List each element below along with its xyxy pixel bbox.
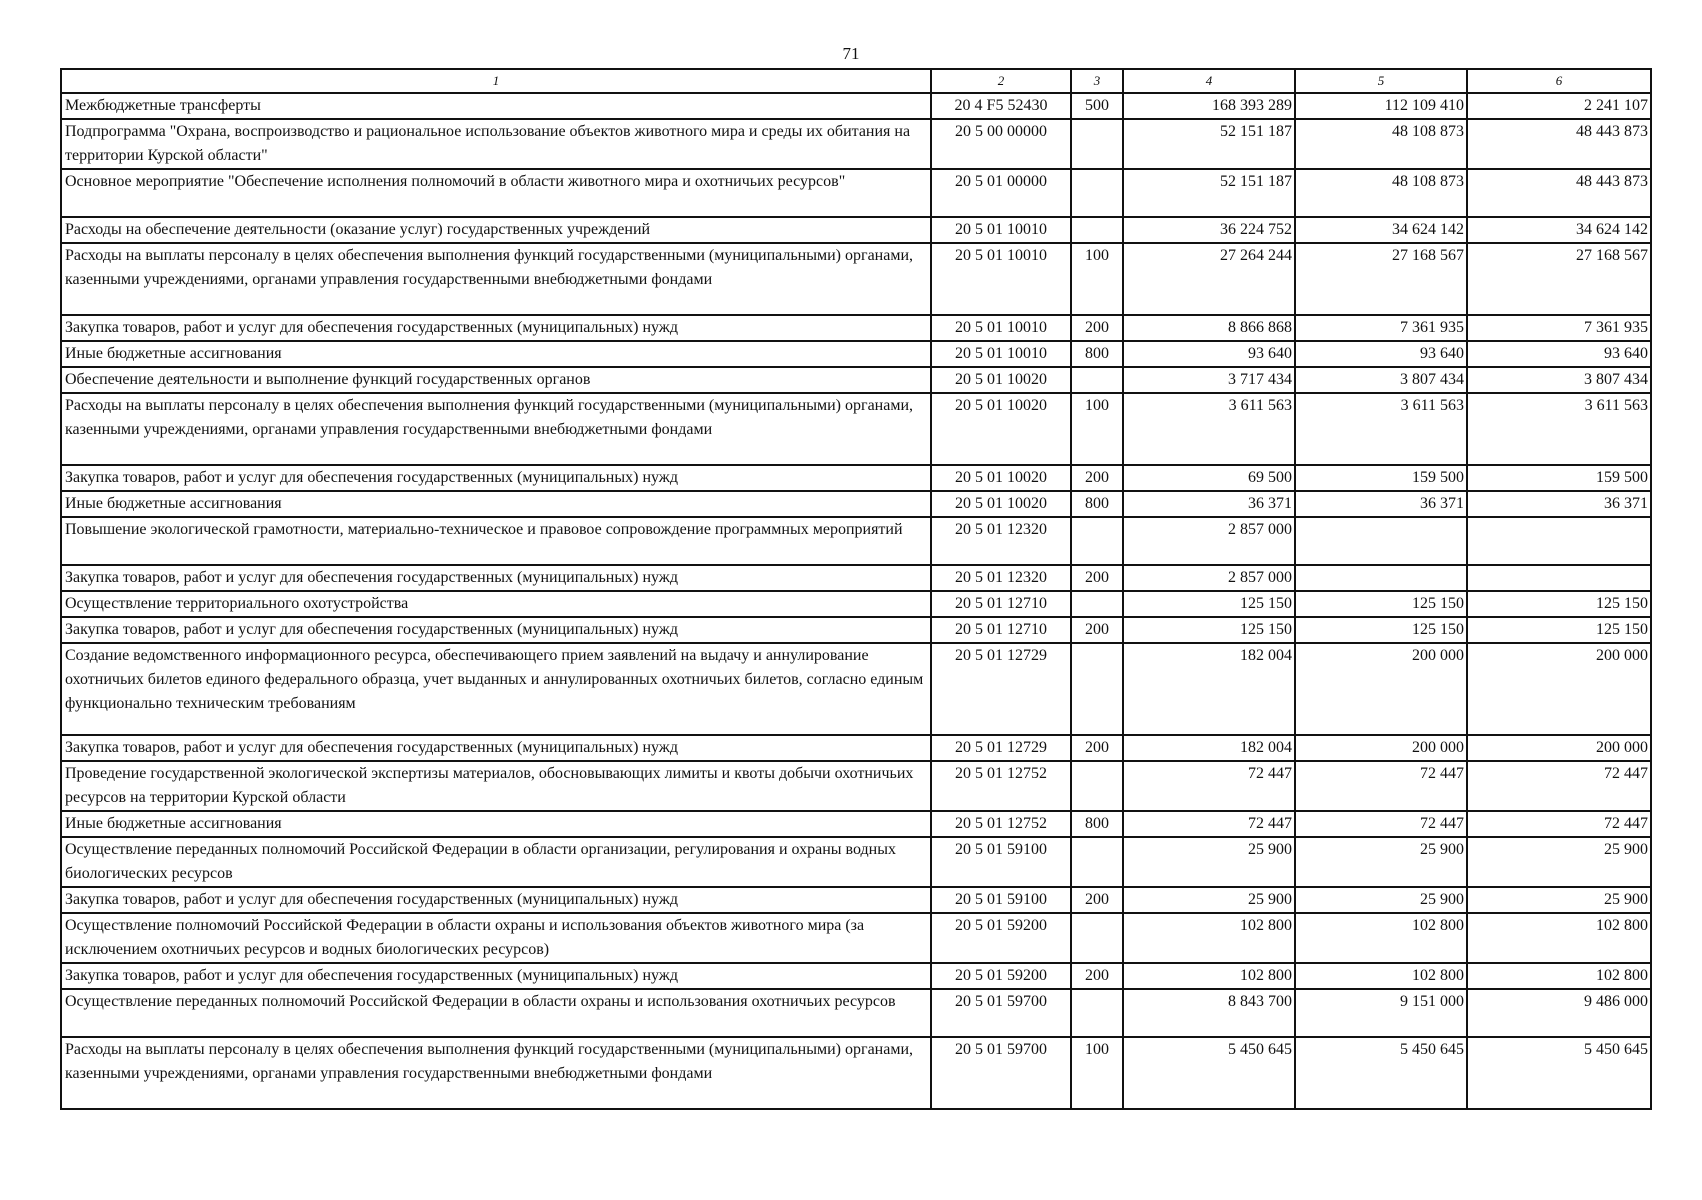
row-expense-type — [1071, 591, 1123, 617]
row-code: 20 5 01 00000 — [931, 169, 1071, 217]
row-name: Создание ведомственного информационного ресурса, обеспечивающего прием заявлений на выдачу и аннулирование охотничьих билетов единого федерального образца, учет выданных и аннулированных охотничьих билетов, согласно единым функционально техническим требованиям — [61, 643, 931, 735]
row-name: Основное мероприятие "Обеспечение исполнения полномочий в области животного мира и охотничьих ресурсов" — [61, 169, 931, 217]
row-amount-2: 5 450 645 — [1295, 1037, 1467, 1109]
row-name: Закупка товаров, работ и услуг для обеспечения государственных (муниципальных) нужд — [61, 617, 931, 643]
table-row — [61, 591, 1651, 617]
row-amount-2: 125 150 — [1295, 617, 1467, 643]
row-code: 20 5 01 10020 — [931, 465, 1071, 491]
row-code: 20 5 01 12752 — [931, 811, 1071, 837]
table-row — [61, 887, 1651, 913]
row-expense-type: 200 — [1071, 315, 1123, 341]
row-name: Иные бюджетные ассигнования — [61, 341, 931, 367]
row-name: Расходы на выплаты персоналу в целях обеспечения выполнения функций государственными (муниципальными) органами, казенными учреждениями, органами управления государственными внебюджетными фондами — [61, 1037, 931, 1109]
row-amount-3: 48 443 873 — [1467, 119, 1651, 169]
col-header-amount-3: 6 — [1467, 69, 1651, 93]
row-amount-1: 102 800 — [1123, 913, 1295, 963]
row-code: 20 5 00 00000 — [931, 119, 1071, 169]
row-amount-1: 2 857 000 — [1123, 517, 1295, 565]
row-amount-2: 27 168 567 — [1295, 243, 1467, 315]
table-row — [61, 119, 1651, 169]
row-amount-1: 125 150 — [1123, 591, 1295, 617]
row-expense-type — [1071, 517, 1123, 565]
row-amount-2: 36 371 — [1295, 491, 1467, 517]
row-expense-type: 100 — [1071, 243, 1123, 315]
row-amount-2: 34 624 142 — [1295, 217, 1467, 243]
table-row — [61, 393, 1651, 465]
row-amount-1: 27 264 244 — [1123, 243, 1295, 315]
row-name: Расходы на выплаты персоналу в целях обеспечения выполнения функций государственными (муниципальными) органами, казенными учреждениями, органами управления государственными внебюджетными фондами — [61, 393, 931, 465]
table-row — [61, 761, 1651, 811]
budget-table — [60, 68, 1652, 1110]
table-row — [61, 565, 1651, 591]
row-expense-type: 200 — [1071, 617, 1123, 643]
row-amount-2: 72 447 — [1295, 761, 1467, 811]
row-amount-3: 125 150 — [1467, 591, 1651, 617]
row-amount-3: 72 447 — [1467, 811, 1651, 837]
table-row — [61, 963, 1651, 989]
row-amount-1: 52 151 187 — [1123, 119, 1295, 169]
row-amount-2: 159 500 — [1295, 465, 1467, 491]
row-amount-1: 2 857 000 — [1123, 565, 1295, 591]
row-code: 20 5 01 10010 — [931, 341, 1071, 367]
table-row — [61, 169, 1651, 217]
row-amount-2: 72 447 — [1295, 811, 1467, 837]
row-code: 20 5 01 10010 — [931, 217, 1071, 243]
row-amount-3: 5 450 645 — [1467, 1037, 1651, 1109]
row-name: Закупка товаров, работ и услуг для обеспечения государственных (муниципальных) нужд — [61, 963, 931, 989]
row-amount-2: 9 151 000 — [1295, 989, 1467, 1037]
row-expense-type: 200 — [1071, 565, 1123, 591]
col-header-amount-1: 4 — [1123, 69, 1295, 93]
row-amount-1: 8 866 868 — [1123, 315, 1295, 341]
row-expense-type: 800 — [1071, 811, 1123, 837]
table-row — [61, 243, 1651, 315]
row-amount-1: 36 224 752 — [1123, 217, 1295, 243]
row-name: Осуществление переданных полномочий Российской Федерации в области организации, регулирования и охраны водных биологических ресурсов — [61, 837, 931, 887]
row-amount-3: 72 447 — [1467, 761, 1651, 811]
row-amount-1: 125 150 — [1123, 617, 1295, 643]
row-amount-2: 25 900 — [1295, 887, 1467, 913]
table-row — [61, 93, 1651, 119]
row-code: 20 5 01 10020 — [931, 367, 1071, 393]
row-code: 20 5 01 10010 — [931, 315, 1071, 341]
row-name: Повышение экологической грамотности, материально-техническое и правовое сопровождение программных мероприятий — [61, 517, 931, 565]
row-amount-1: 69 500 — [1123, 465, 1295, 491]
row-expense-type — [1071, 837, 1123, 887]
row-name: Закупка товаров, работ и услуг для обеспечения государственных (муниципальных) нужд — [61, 887, 931, 913]
row-expense-type: 200 — [1071, 963, 1123, 989]
row-code: 20 5 01 10020 — [931, 393, 1071, 465]
row-code: 20 5 01 12752 — [931, 761, 1071, 811]
table-row — [61, 367, 1651, 393]
row-amount-3: 102 800 — [1467, 913, 1651, 963]
row-name: Расходы на обеспечение деятельности (оказание услуг) государственных учреждений — [61, 217, 931, 243]
row-name: Закупка товаров, работ и услуг для обеспечения государственных (муниципальных) нужд — [61, 465, 931, 491]
row-amount-3 — [1467, 517, 1651, 565]
row-code: 20 5 01 59200 — [931, 913, 1071, 963]
row-amount-3: 3 807 434 — [1467, 367, 1651, 393]
row-amount-3: 125 150 — [1467, 617, 1651, 643]
row-name: Закупка товаров, работ и услуг для обеспечения государственных (муниципальных) нужд — [61, 315, 931, 341]
row-expense-type: 200 — [1071, 735, 1123, 761]
row-name: Осуществление полномочий Российской Федерации в области охраны и использования объектов животного мира (за исключением охотничьих ресурсов и водных биологических ресурсов) — [61, 913, 931, 963]
row-code: 20 5 01 12729 — [931, 735, 1071, 761]
row-name: Закупка товаров, работ и услуг для обеспечения государственных (муниципальных) нужд — [61, 565, 931, 591]
row-amount-2: 200 000 — [1295, 735, 1467, 761]
row-expense-type: 200 — [1071, 887, 1123, 913]
row-expense-type: 200 — [1071, 465, 1123, 491]
row-amount-2: 48 108 873 — [1295, 169, 1467, 217]
row-code: 20 5 01 12710 — [931, 617, 1071, 643]
row-amount-1: 72 447 — [1123, 761, 1295, 811]
row-amount-3: 36 371 — [1467, 491, 1651, 517]
table-row — [61, 315, 1651, 341]
row-expense-type: 800 — [1071, 341, 1123, 367]
row-amount-1: 52 151 187 — [1123, 169, 1295, 217]
row-amount-1: 5 450 645 — [1123, 1037, 1295, 1109]
row-name: Проведение государственной экологической экспертизы материалов, обосновывающих лимиты и квоты добычи охотничьих ресурсов на территории Курской области — [61, 761, 931, 811]
row-name: Межбюджетные трансферты — [61, 93, 931, 119]
row-amount-2: 93 640 — [1295, 341, 1467, 367]
col-header-amount-2: 5 — [1295, 69, 1467, 93]
row-amount-2 — [1295, 565, 1467, 591]
row-amount-2 — [1295, 517, 1467, 565]
table-row — [61, 989, 1651, 1037]
row-amount-3: 48 443 873 — [1467, 169, 1651, 217]
row-amount-2: 25 900 — [1295, 837, 1467, 887]
table-row — [61, 217, 1651, 243]
row-amount-1: 36 371 — [1123, 491, 1295, 517]
row-code: 20 5 01 10020 — [931, 491, 1071, 517]
row-expense-type: 100 — [1071, 1037, 1123, 1109]
col-header-code: 2 — [931, 69, 1071, 93]
table-row — [61, 811, 1651, 837]
row-amount-2: 3 611 563 — [1295, 393, 1467, 465]
row-amount-2: 102 800 — [1295, 963, 1467, 989]
row-expense-type: 800 — [1071, 491, 1123, 517]
row-expense-type: 500 — [1071, 93, 1123, 119]
table-row — [61, 913, 1651, 963]
row-code: 20 5 01 59100 — [931, 887, 1071, 913]
row-expense-type — [1071, 913, 1123, 963]
row-code: 20 5 01 59200 — [931, 963, 1071, 989]
row-name: Расходы на выплаты персоналу в целях обеспечения выполнения функций государственными (муниципальными) органами, казенными учреждениями, органами управления государственными внебюджетными фондами — [61, 243, 931, 315]
row-amount-3: 25 900 — [1467, 887, 1651, 913]
row-code: 20 5 01 12320 — [931, 565, 1071, 591]
header-row — [61, 69, 1651, 93]
row-name: Иные бюджетные ассигнования — [61, 811, 931, 837]
row-amount-3 — [1467, 565, 1651, 591]
row-expense-type — [1071, 761, 1123, 811]
col-header-type: 3 — [1071, 69, 1123, 93]
row-amount-2: 102 800 — [1295, 913, 1467, 963]
row-amount-2: 3 807 434 — [1295, 367, 1467, 393]
row-amount-1: 182 004 — [1123, 735, 1295, 761]
row-expense-type — [1071, 367, 1123, 393]
row-amount-1: 93 640 — [1123, 341, 1295, 367]
table-row — [61, 643, 1651, 735]
row-amount-3: 200 000 — [1467, 735, 1651, 761]
row-code: 20 4 F5 52430 — [931, 93, 1071, 119]
row-amount-3: 9 486 000 — [1467, 989, 1651, 1037]
row-amount-2: 200 000 — [1295, 643, 1467, 735]
row-amount-1: 72 447 — [1123, 811, 1295, 837]
row-name: Осуществление территориального охотустройства — [61, 591, 931, 617]
row-expense-type — [1071, 989, 1123, 1037]
row-amount-2: 112 109 410 — [1295, 93, 1467, 119]
table-row — [61, 1037, 1651, 1109]
row-amount-1: 182 004 — [1123, 643, 1295, 735]
col-header-name: 1 — [61, 69, 931, 93]
row-amount-3: 2 241 107 — [1467, 93, 1651, 119]
row-code: 20 5 01 12710 — [931, 591, 1071, 617]
row-name: Обеспечение деятельности и выполнение функций государственных органов — [61, 367, 931, 393]
row-expense-type — [1071, 119, 1123, 169]
row-amount-3: 200 000 — [1467, 643, 1651, 735]
row-amount-1: 25 900 — [1123, 837, 1295, 887]
row-amount-3: 7 361 935 — [1467, 315, 1651, 341]
row-amount-3: 25 900 — [1467, 837, 1651, 887]
table-row — [61, 735, 1651, 761]
row-amount-3: 102 800 — [1467, 963, 1651, 989]
row-amount-1: 3 611 563 — [1123, 393, 1295, 465]
row-code: 20 5 01 10010 — [931, 243, 1071, 315]
table-body — [61, 93, 1651, 1109]
row-amount-3: 3 611 563 — [1467, 393, 1651, 465]
row-amount-2: 7 361 935 — [1295, 315, 1467, 341]
row-name: Иные бюджетные ассигнования — [61, 491, 931, 517]
row-code: 20 5 01 12320 — [931, 517, 1071, 565]
table-row — [61, 465, 1651, 491]
table-row — [61, 517, 1651, 565]
row-code: 20 5 01 59100 — [931, 837, 1071, 887]
row-amount-3: 93 640 — [1467, 341, 1651, 367]
row-expense-type — [1071, 217, 1123, 243]
row-amount-1: 25 900 — [1123, 887, 1295, 913]
row-code: 20 5 01 59700 — [931, 989, 1071, 1037]
row-code: 20 5 01 12729 — [931, 643, 1071, 735]
row-expense-type — [1071, 643, 1123, 735]
row-amount-3: 34 624 142 — [1467, 217, 1651, 243]
row-name: Подпрограмма "Охрана, воспроизводство и рациональное использование объектов животного мира и среды их обитания на территории Курской области" — [61, 119, 931, 169]
row-amount-1: 102 800 — [1123, 963, 1295, 989]
page-number: 71 — [842, 44, 860, 63]
row-name: Осуществление переданных полномочий Российской Федерации в области охраны и использования охотничьих ресурсов — [61, 989, 931, 1037]
row-amount-1: 168 393 289 — [1123, 93, 1295, 119]
row-expense-type — [1071, 169, 1123, 217]
table-row — [61, 837, 1651, 887]
row-amount-3: 27 168 567 — [1467, 243, 1651, 315]
row-amount-2: 125 150 — [1295, 591, 1467, 617]
row-code: 20 5 01 59700 — [931, 1037, 1071, 1109]
row-amount-1: 8 843 700 — [1123, 989, 1295, 1037]
row-amount-3: 159 500 — [1467, 465, 1651, 491]
table-row — [61, 617, 1651, 643]
table-row — [61, 341, 1651, 367]
row-expense-type: 100 — [1071, 393, 1123, 465]
row-amount-2: 48 108 873 — [1295, 119, 1467, 169]
table-row — [61, 491, 1651, 517]
row-amount-1: 3 717 434 — [1123, 367, 1295, 393]
row-name: Закупка товаров, работ и услуг для обеспечения государственных (муниципальных) нужд — [61, 735, 931, 761]
